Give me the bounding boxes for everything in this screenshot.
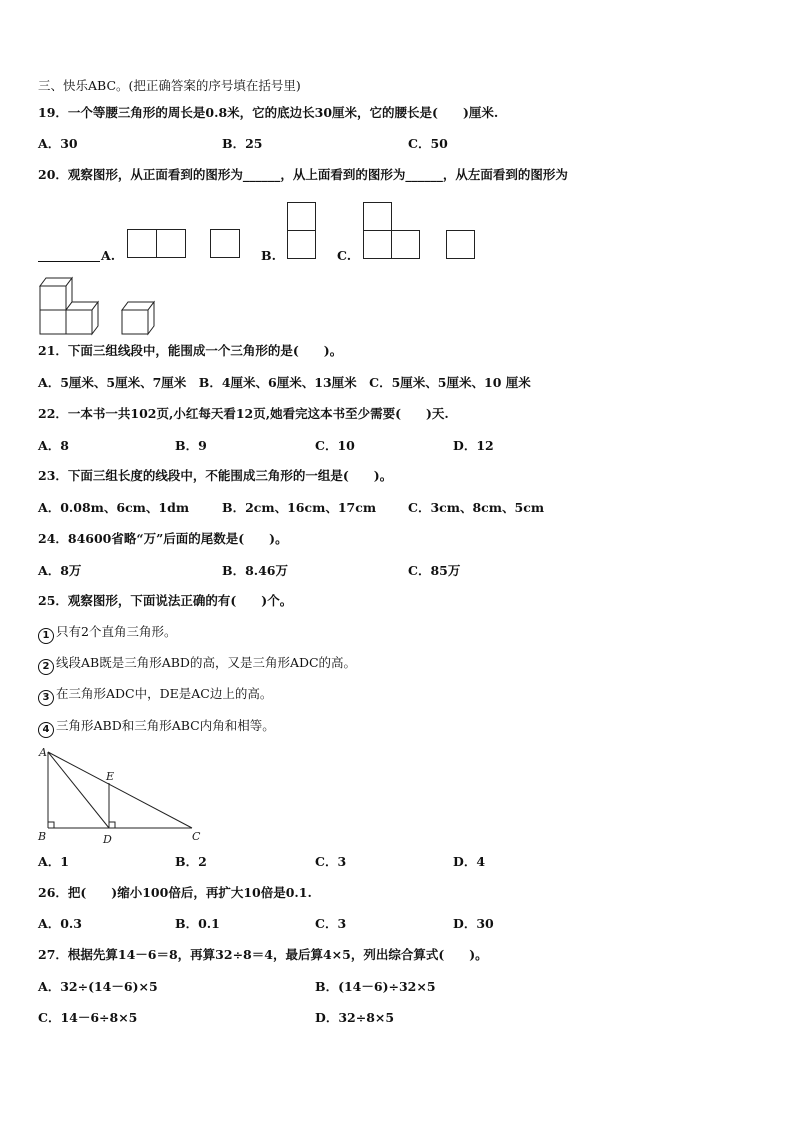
q25-option-b[interactable]: B．2 xyxy=(175,854,207,869)
q24-option-b[interactable]: B．8.46万 xyxy=(222,563,289,578)
point-label-c: C xyxy=(192,830,201,843)
circled-number-2: 2 xyxy=(38,659,54,675)
section-title: 三、快乐ABC。(把正确答案的序号填在括号里) xyxy=(38,78,301,93)
q20-answer-blank[interactable] xyxy=(38,249,100,262)
q20-label-a[interactable]: A. xyxy=(101,248,116,263)
right-angle-b xyxy=(48,822,54,828)
question-21: 21．下面三组线段中，能围成一个三角形的是( )。 xyxy=(38,343,343,358)
q22-option-c[interactable]: C．10 xyxy=(315,438,355,453)
segment-ac xyxy=(48,752,192,828)
q25-option-c[interactable]: C．3 xyxy=(315,854,347,869)
point-label-b: B xyxy=(38,830,47,843)
point-label-d: D xyxy=(103,833,112,846)
question-23: 23．下面三组长度的线段中，不能围成三角形的一组是( )。 xyxy=(38,468,393,483)
q21-options[interactable]: A．5厘米、5厘米、7厘米 B．4厘米、6厘米、13厘米 C．5厘米、5厘米、10 厘米 xyxy=(38,375,531,390)
q22-option-a[interactable]: A．8 xyxy=(38,438,69,453)
q24-option-a[interactable]: A．8万 xyxy=(38,563,82,578)
q25-option-a[interactable]: A．1 xyxy=(38,854,69,869)
question-25: 25．观察图形，下面说法正确的有( )个。 xyxy=(38,593,293,608)
point-label-e: E xyxy=(106,770,115,783)
q24-option-c[interactable]: C．85万 xyxy=(408,563,461,578)
q23-option-c[interactable]: C．3cm、8cm、5cm xyxy=(408,500,545,515)
q25-statement-2: 2 线段AB既是三角形ABD的高，又是三角形ADC的高。 xyxy=(38,655,356,675)
q27-option-c[interactable]: C．14－6÷8×5 xyxy=(38,1010,138,1025)
q23-option-a[interactable]: A．0.08m、6cm、1dm xyxy=(38,500,190,515)
q26-option-c[interactable]: C．3 xyxy=(315,916,347,931)
q20-label-c[interactable]: C. xyxy=(337,248,352,263)
question-22: 22．一本书一共102页,小红每天看12页,她看完这本书至少需要( )天. xyxy=(38,406,449,421)
point-label-a: A xyxy=(39,746,47,759)
q26-option-b[interactable]: B．0.1 xyxy=(175,916,220,931)
q20-cube-figure xyxy=(36,272,166,336)
q22-option-b[interactable]: B．9 xyxy=(175,438,207,453)
question-27: 27．根据先算14－6＝8，再算32÷8＝4，最后算4×5，列出综合算式( )。 xyxy=(38,947,488,962)
q25-statement-3: 3 在三角形ADC中，DE是AC边上的高。 xyxy=(38,686,272,706)
question-24: 24．84600省略“万”后面的尾数是( )。 xyxy=(38,531,288,546)
q27-option-d[interactable]: D．32÷8×5 xyxy=(315,1010,395,1025)
q25-statement-4: 4 三角形ABD和三角形ABC内角和相等。 xyxy=(38,718,275,738)
q27-option-a[interactable]: A．32÷(14－6)×5 xyxy=(38,979,158,994)
circled-number-1: 1 xyxy=(38,628,54,644)
segment-ad xyxy=(48,752,109,828)
question-19: 19．一个等腰三角形的周长是0.8米，它的底边长30厘米，它的腰长是( )厘米. xyxy=(38,105,499,120)
q19-option-c[interactable]: C．50 xyxy=(408,136,448,151)
right-angle-d xyxy=(109,822,115,828)
q25-option-d[interactable]: D．4 xyxy=(453,854,486,869)
q19-option-a[interactable]: A．30 xyxy=(38,136,78,151)
q27-option-b[interactable]: B．(14－6)÷32×5 xyxy=(315,979,436,994)
q25-triangle-figure xyxy=(34,742,214,846)
q23-option-b[interactable]: B．2cm、16cm、17cm xyxy=(222,500,377,515)
q26-option-a[interactable]: A．0.3 xyxy=(38,916,82,931)
question-20: 20．观察图形，从正面看到的图形为______，从上面看到的图形为______，从左面看到的图形为 xyxy=(38,167,568,182)
circled-number-3: 3 xyxy=(38,690,54,706)
q20-label-b[interactable]: B. xyxy=(261,248,276,263)
q22-option-d[interactable]: D．12 xyxy=(453,438,494,453)
q19-option-b[interactable]: B．25 xyxy=(222,136,263,151)
q25-statement-1: 1 只有2个直角三角形。 xyxy=(38,624,176,644)
q26-option-d[interactable]: D．30 xyxy=(453,916,494,931)
question-26: 26．把( )缩小100倍后，再扩大10倍是0.1. xyxy=(38,885,312,900)
circled-number-4: 4 xyxy=(38,722,54,738)
